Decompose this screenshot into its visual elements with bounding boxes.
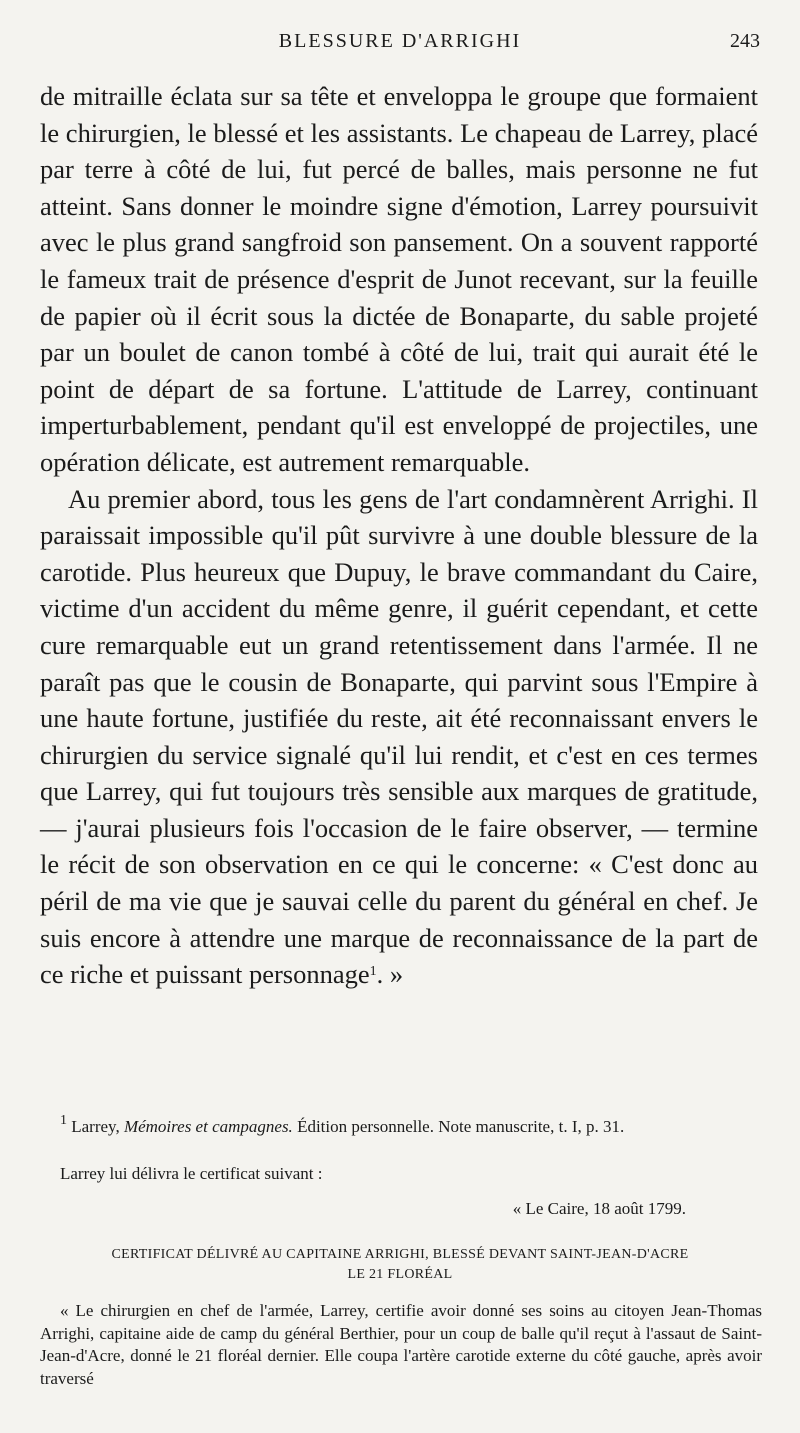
certificate-heading [40, 1245, 760, 1285]
footnote-rest: Édition personnelle. Note manuscrite, t. I, p. 31. [297, 1117, 625, 1136]
certificate-heading-line-2: LE 21 FLORÉAL [347, 1267, 453, 1282]
page-header [40, 30, 760, 60]
paragraph-2 [40, 481, 758, 993]
certificate-text: « Le chirurgien en chef de l'armée, Larrey, certifie avoir donné ses soins au citoyen Jean-Thomas Arrighi, capitaine aide de camp du général Berthier, pour un coup de balle qu'il reçut à l'assaut de Saint-Jean-d'Acre, donné le 21 floréal dernier. Elle coupa l'artère carotide externe du côté gauche, après avoir traversé [40, 1301, 762, 1388]
certificate-intro: Larrey lui délivra le certificat suivant : [60, 1164, 323, 1183]
footnote-marker: 1 [60, 1113, 67, 1128]
footnote-work-title: Mémoires et campagnes. [123, 1117, 293, 1136]
paragraph-2-text: Au premier abord, tous les gens de l'art condamnèrent Arrighi. Il paraissait impossible qu'il pût survivre à une double blessure de la carotide. Plus heureux que Dupuy, le brave commandant du Caire, victime d'un accident du même genre, il guérit cependant, et cette cure remarquable eut un grand retentissement dans l'armée. Il ne paraît pas que le cousin de Bonaparte, qui parvint sous l'Empire à une haute fortune, justifiée du reste, ait été reconnaissant envers le chirurgien du service signalé qu'il lui rendit, et c'est en ces termes que Larrey, qui fut toujours très sensible aux marques de gratitude, — j'aurai plusieurs fois l'occasion de le faire observer, — termine le récit de son observation en ce qui le concerne: « C'est donc au péril de ma vie que je sauvai celle du parent du général en chef. Je suis encore à attendre une marque de reconnaissance de la part de ce riche et puissant personnage [40, 483, 758, 990]
paragraph-2-end: . » [376, 959, 404, 990]
main-text [40, 78, 758, 993]
footnote [40, 1113, 760, 1138]
footnote-text [40, 1113, 760, 1138]
running-title: BLESSURE D'ARRIGHI [278, 30, 522, 52]
certificate-heading-line-1: CERTIFICAT DÉLIVRÉ AU CAPITAINE ARRIGHI, BLESSÉ DEVANT SAINT-JEAN-D'ACRE [111, 1247, 689, 1262]
paragraph-1: de mitraille éclata sur sa tête et enveloppa le groupe que formaient le chirurgien, le blessé et les assistants. Le chapeau de Larrey, placé par terre à côté de lui, fut percé de balles, mais personne ne fut atteint. Sans donner le moindre signe d'émotion, Larrey poursuivit avec le plus grand sangfroid son pansement. On a souvent rapporté le fameux trait de présence d'esprit de Junot recevant, sur la feuille de papier où il écrit sous la dictée de Bonaparte, du sable projeté par un boulet de canon tombé à côté de lui, trait qui aurait été le point de départ de sa fortune. L'attitude de Larrey, continuant imperturbablement, pendant qu'il est enveloppé de projectiles, une opération délicate, est autrement remarquable. [40, 81, 758, 477]
page-number: 243 [730, 30, 760, 52]
footnote-reference: 1 [369, 964, 377, 980]
certificate-body [40, 1300, 762, 1390]
footnote-author: Larrey, [71, 1117, 120, 1136]
dateline: « Le Caire, 18 août 1799. [512, 1199, 686, 1218]
